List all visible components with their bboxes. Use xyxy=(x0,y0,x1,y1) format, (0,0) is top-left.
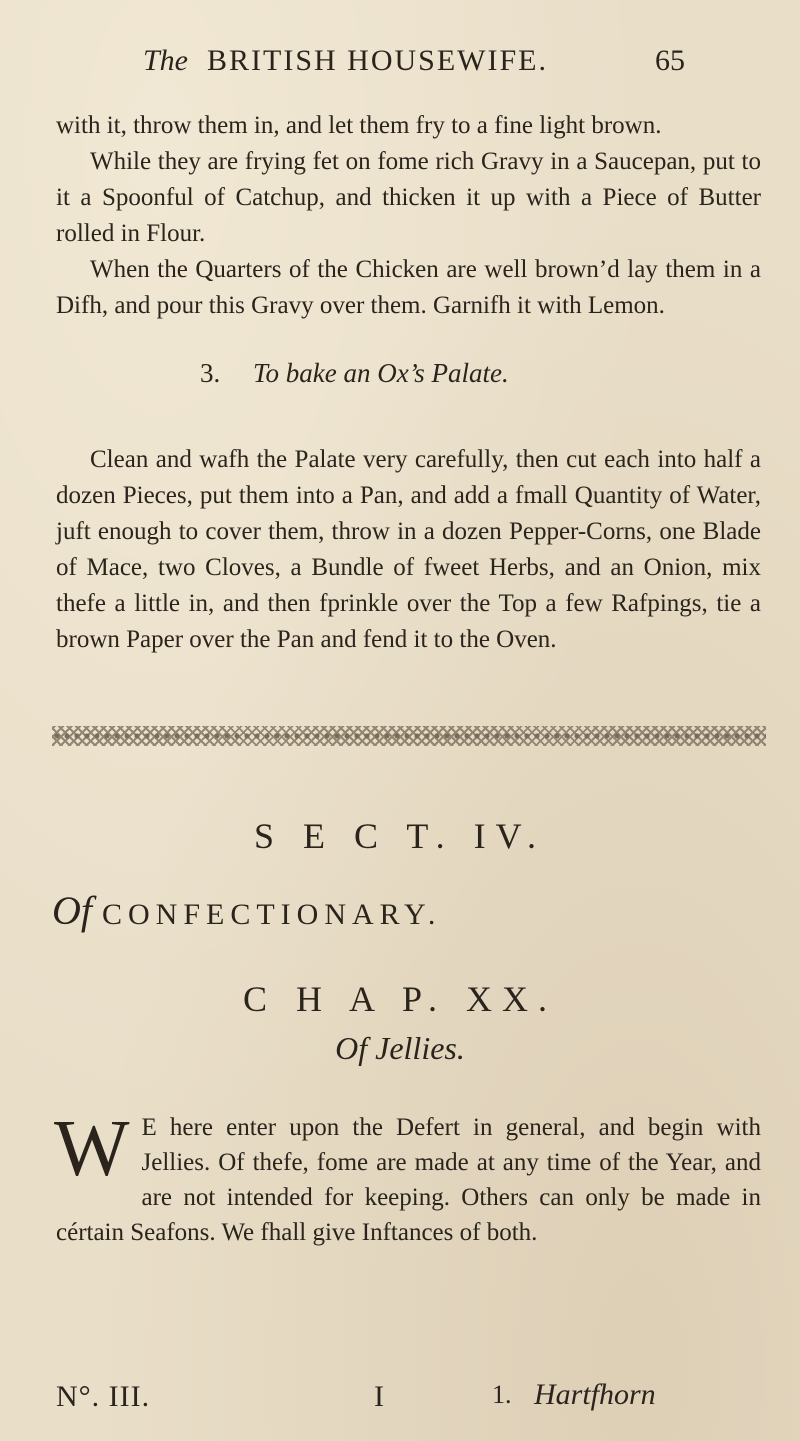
catch-number: 1. xyxy=(492,1380,512,1409)
section-subtitle xyxy=(52,887,441,934)
paragraph: with it, throw them in, and let them fry to a fine light brown. xyxy=(56,112,662,139)
subtitle-word: CONFECTIONARY. xyxy=(102,898,442,931)
paragraph xyxy=(54,1105,761,1250)
signature-letter: I xyxy=(374,1380,384,1413)
running-head-the: The xyxy=(143,44,188,77)
section-heading: S E C T. IV. xyxy=(253,816,547,856)
recipe-heading xyxy=(200,358,509,389)
paragraph-text: E here enter upon the Defert in general, and begin with Jellies. Of thefe, fome are made at any time of the Year, and are not intended for keeping. Others can only be made in cértain Seafons. We fhall give Inftances of both. xyxy=(56,1114,761,1246)
running-head xyxy=(143,44,778,84)
subtitle-of: Of xyxy=(52,888,92,933)
chapter-heading: C H A P. XX. xyxy=(242,979,558,1019)
drop-cap: W xyxy=(54,1105,130,1193)
paragraph: While they are frying fet on fome rich Gravy in a Saucepan, put to it a Spoonful of Catchup, and thicken it up with a Piece of Butter rolled in Flour. xyxy=(56,148,761,247)
recipe-title: To bake an Ox’s Palate. xyxy=(253,358,509,388)
running-head-title: BRITISH HOUSEWIFE. xyxy=(207,44,548,77)
ornamental-divider xyxy=(52,726,766,746)
recipe-number: 3. xyxy=(200,358,221,388)
catchword: Hartfhorn xyxy=(534,1378,656,1411)
text-block-recipe xyxy=(56,442,761,658)
page-footer xyxy=(56,1380,761,1420)
paragraph: When the Quarters of the Chicken are well brown’d lay them in a Difh, and pour this Gravy over them. Garnifh it with Lemon. xyxy=(56,256,761,319)
chapter-title: Of Jellies. xyxy=(335,1030,465,1066)
text-block-jellies xyxy=(54,1105,761,1250)
text-block-continuation xyxy=(56,108,761,324)
signature-mark: N°. III. xyxy=(56,1380,151,1413)
page-number: 65 xyxy=(655,44,685,77)
paragraph: Clean and wafh the Palate very carefully, then cut each into half a dozen Pieces, put them into a Pan, and add a fmall Quantity of Water, juft enough to cover them, throw in a dozen Pepper-Corns, one Blade of Mace, two Cloves, a Bundle of fweet Herbs, and an Onion, mix thefe a little in, and then fprinkle over the Top a few Rafpings, tie a brown Paper over the Pan and fend it to the Oven. xyxy=(56,446,761,653)
